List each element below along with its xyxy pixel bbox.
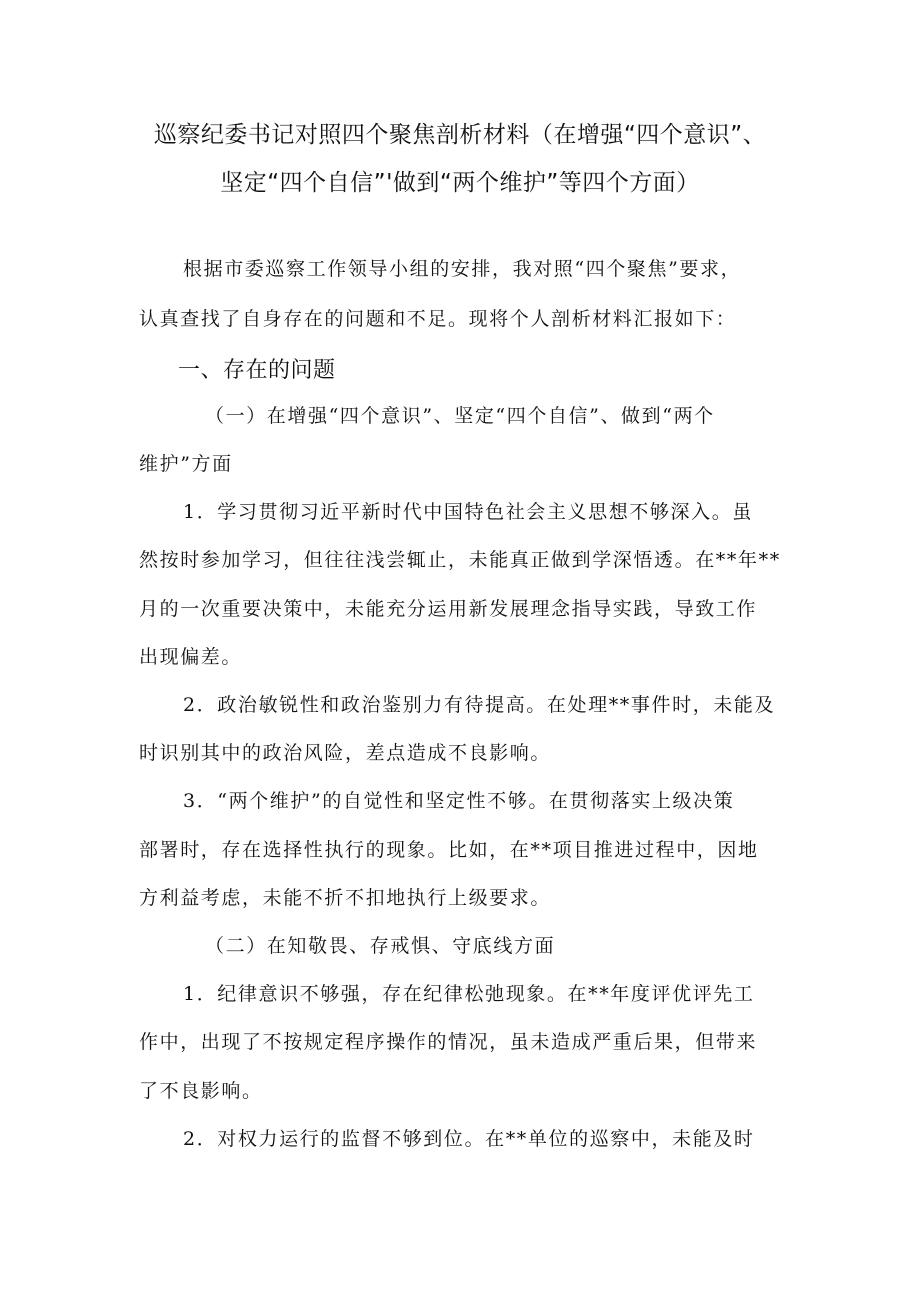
document-title-line-1: 巡察纪委书记对照四个聚焦剖析材料（在增强“四个意识”、 — [153, 122, 767, 148]
item-1-1-line-4: 出现偏差。 — [139, 646, 243, 668]
subsection-2-line-1: （二）在知敬畏、存戒惧、守底线方面 — [205, 935, 556, 957]
item-1-2-line-2: 时识别其中的政治风险，差点造成不良影响。 — [139, 742, 552, 764]
intro-line-1: 根据市委巡察工作领导小组的安排，我对照“四个聚焦”要求， — [183, 258, 742, 280]
item-2-1-line-3: 了不良影响。 — [139, 1080, 263, 1102]
subsection-1-line-1: （一）在增强“四个意识”、坚定“四个自信”、做到“两个 — [205, 405, 715, 427]
item-1-1-line-1: 1．学习贯彻习近平新时代中国特色社会主义思想不够深入。虽 — [183, 501, 753, 523]
section-heading-problems: 一、存在的问题 — [178, 358, 336, 383]
item-1-1-line-3: 月的一次重要决策中，未能充分运用新发展理念指导实践，导致工作 — [139, 598, 758, 620]
subsection-1-line-2: 维护”方面 — [139, 453, 233, 475]
item-2-1-line-2: 作中，出现了不按规定程序操作的情况，虽未造成严重后果，但带来 — [139, 1031, 758, 1053]
document-title-line-2: 坚定“四个自信”'做到“两个维护”等四个方面） — [220, 170, 700, 196]
intro-line-2: 认真查找了自身存在的问题和不足。现将个人剖析材料汇报如下： — [139, 308, 737, 330]
item-2-2-line-1: 2．对权力运行的监督不够到位。在**单位的巡察中，未能及时 — [183, 1128, 755, 1150]
item-1-1-line-2: 然按时参加学习，但往往浅尝辄止，未能真正做到学深悟透。在**年** — [139, 549, 781, 571]
item-1-3-line-3: 方利益考虑，未能不折不扣地执行上级要求。 — [139, 887, 552, 909]
item-1-3-line-2: 部署时，存在选择性执行的现象。比如，在**项目推进过程中，因地 — [139, 839, 759, 861]
item-2-1-line-1: 1．纪律意识不够强，存在纪律松弛现象。在**年度评优评先工 — [183, 983, 755, 1005]
item-1-3-line-1: 3．“两个维护”的自觉性和坚定性不够。在贯彻落实上级决策 — [183, 790, 735, 812]
item-1-2-line-1: 2．政治敏锐性和政治鉴别力有待提高。在处理**事件时，未能及 — [183, 694, 776, 716]
